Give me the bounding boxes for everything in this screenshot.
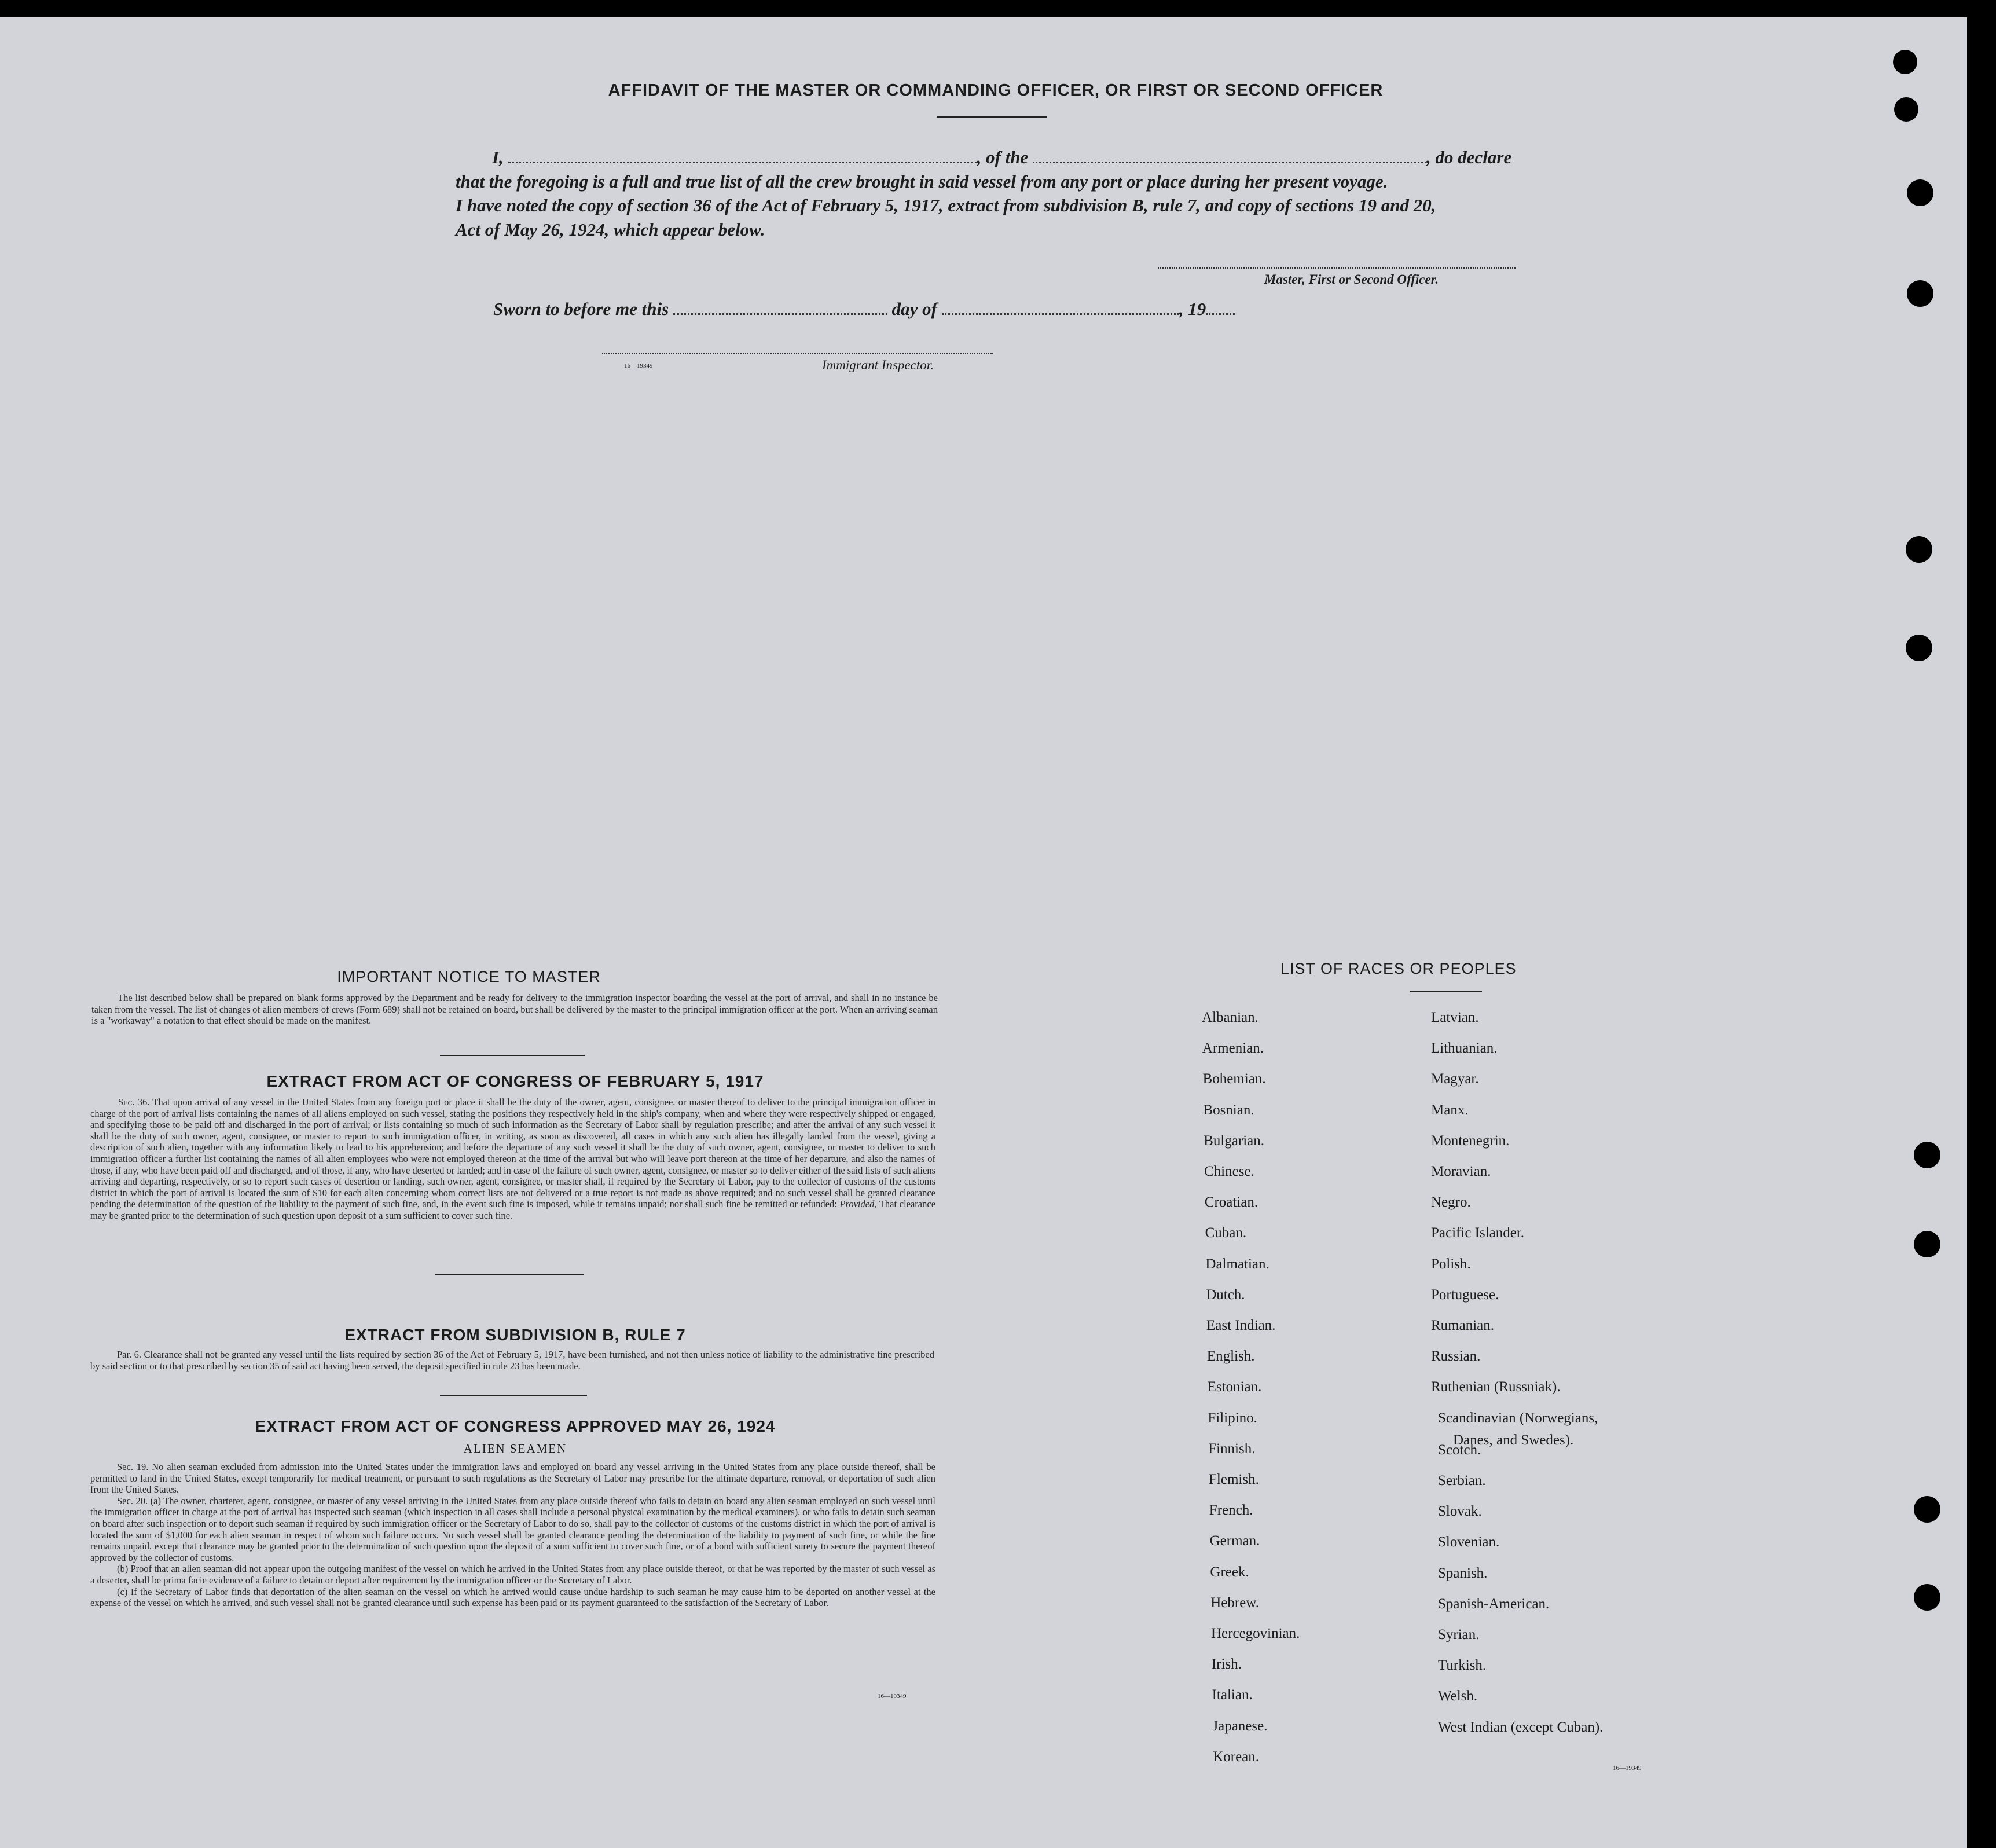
race-item: English. bbox=[1206, 1348, 1255, 1365]
inspector-caption: Immigrant Inspector. bbox=[822, 358, 934, 372]
sworn-year-prefix: , 19 bbox=[1179, 299, 1206, 319]
sec-36-text: That upon arrival of any vessel in the United States from any foreign port or place it shall be the duty of the owner, agent, consignee, or master thereof to deliver to the principal immigration officer in charge of the port of arrival lists containing the names of all aliens employed on such vessel, stating the positions they respectively held in the ship's company, when and where they were respectively shipped or engaged, and specifying those to be paid off and discharged in the port of arrival; or lists containing so much of such information as the Secretary of Labor shall by regulation prescribe; and after the arrival of any such vessel it shall be the duty of such owner, agent, consignee, or master to report to such immigration officer, in writing, as soon as discovered, all cases in which any such alien has illegally landed from the vessel, giving a description of such alien, together with any information likely to lead to his apprehension; and before the departure of any such vessel it shall be the duty of such owner, agent, consignee, or master to deliver to such immigration officer a further list containing the names of all alien employees who were not employed thereon at the time of the arrival but who will leave port thereon at the time of her departure, and also the names of those, if any, who have been paid off and discharged, and of those, if any, who have deserted or landed; and in case of the failure of such owner, agent, consignee, or master so to deliver either of the said lists of such aliens arriving and departing, respectively, or so to report such cases of desertion or landing, such owner, agent, consignee, or master shall, if required by the Secretary of Labor, pay to the collector of customs of the customs district in which the port of arrival is located the sum of $10 for each alien concerning whom correct lists are not delivered or a true report is not made as above required; and no such vessel shall be granted clearance pending the determination of the question of the liability to the payment of such fine, and, in the event such fine is imposed, while it remains unpaid; nor shall such fine be remitted or refunded: bbox=[90, 1097, 935, 1210]
race-item: Welsh. bbox=[1438, 1688, 1478, 1704]
inspector-signature-line[interactable] bbox=[602, 353, 993, 354]
extract-1924-title: EXTRACT FROM ACT OF CONGRESS APPROVED MAY 26, 1924 bbox=[255, 1417, 776, 1435]
race-item: Rumanian. bbox=[1431, 1318, 1495, 1333]
punch-hole bbox=[1914, 1142, 1940, 1168]
sworn-year-blank[interactable] bbox=[1206, 300, 1235, 315]
section-divider bbox=[435, 1274, 584, 1275]
title-underline bbox=[937, 116, 1047, 118]
punch-hole bbox=[1894, 97, 1918, 122]
race-item: Estonian. bbox=[1207, 1379, 1262, 1395]
race-item: Polish. bbox=[1431, 1256, 1471, 1272]
race-item: Slovak. bbox=[1438, 1504, 1482, 1520]
sec-20b: (b) Proof that an alien seaman did not appear upon the outgoing manifest of the vessel on which he arrived in the United States from any place outside thereof, or that he was reported by the master of such vessel as a deserter, shall be prima facie evidence of a failure to detain or deport after requirement by the immigration officer or the Secretary of Labor. bbox=[90, 1563, 935, 1586]
sworn-day-of: day of bbox=[891, 299, 937, 319]
race-item: Cuban. bbox=[1205, 1225, 1247, 1241]
extract-form-number: 16—19349 bbox=[878, 1693, 907, 1700]
race-item: West Indian (except Cuban). bbox=[1438, 1719, 1604, 1735]
affidavit-title: AFFIDAVIT OF THE MASTER OR COMMANDING OFFICER, OR FIRST OR SECOND OFFICER bbox=[608, 81, 1384, 100]
race-item: Greek. bbox=[1210, 1564, 1249, 1580]
notice-body: The list described below shall be prepared on blank forms approved by the Department and be ready for delivery to the immigration inspector boarding the vessel at the port of arrival, and shall in no instance be taken from the vessel. The list of changes of alien members of crews (Form 689) shall not be retained on board, but shall be delivered by the master to the principal immigration officer at the port. When an arriving seaman is a "workaway" a notation to that effect should be made on the manifest. bbox=[91, 992, 938, 1026]
race-item: Manx. bbox=[1431, 1102, 1469, 1118]
sec-36-lead: Sec. 36. bbox=[118, 1097, 150, 1108]
race-item: Croatian. bbox=[1204, 1194, 1258, 1211]
affidavit-line-4: Act of May 26, 1924, which appear below. bbox=[456, 219, 765, 240]
sec-20c: (c) If the Secretary of Labor finds that deportation of the alien seaman on the vessel on which he arrived would cause undue hardship to such seaman he may cause him to be deported on another vessel at the expense of the vessel on which he arrived, and such vessel shall not be granted clearance until such expense has been paid or its payment guaranteed to the satisfaction of the Secretary of Labor. bbox=[90, 1586, 935, 1609]
race-item: Japanese. bbox=[1212, 1718, 1268, 1734]
extract-rule7-body: Par. 6. Clearance shall not be granted any vessel until the lists required by section 36 of the Act of February 5, 1917, have been furnished, and not then unless notice of liability to the administrative fine prescribed by said section or to that prescribed by section 35 of said act having been served, the deposit specified in rule 23 has been made. bbox=[90, 1349, 934, 1372]
affidavit-of-the: , of the bbox=[977, 147, 1029, 167]
race-item: Dutch. bbox=[1206, 1286, 1245, 1303]
section-divider bbox=[440, 1395, 587, 1396]
punch-hole bbox=[1906, 536, 1932, 563]
race-item: Hercegovinian. bbox=[1211, 1626, 1300, 1641]
race-item: Korean. bbox=[1213, 1748, 1260, 1765]
race-item: Hebrew. bbox=[1210, 1594, 1259, 1611]
race-item: Negro. bbox=[1431, 1194, 1471, 1211]
punch-hole bbox=[1906, 635, 1932, 661]
extract-1924-body bbox=[90, 1461, 935, 1609]
punch-hole bbox=[1914, 1584, 1940, 1611]
race-item: Ruthenian (Russniak). bbox=[1431, 1379, 1561, 1395]
race-item: Bohemian. bbox=[1202, 1071, 1266, 1087]
extract-rule7-title: EXTRACT FROM SUBDIVISION B, RULE 7 bbox=[344, 1326, 686, 1344]
sworn-prefix: Sworn to before me this bbox=[493, 299, 669, 319]
race-item: Albanian. bbox=[1202, 1010, 1258, 1025]
race-item: Scandinavian (Norwegians, bbox=[1438, 1410, 1598, 1426]
race-item: East Indian. bbox=[1206, 1318, 1276, 1333]
sworn-line bbox=[493, 299, 1235, 320]
punch-hole bbox=[1907, 179, 1933, 206]
race-item: Russian. bbox=[1431, 1348, 1481, 1365]
section-divider bbox=[440, 1055, 585, 1056]
race-item: Lithuanian. bbox=[1431, 1040, 1498, 1057]
affidavit-line-1 bbox=[492, 147, 1511, 168]
race-item: German. bbox=[1209, 1533, 1260, 1549]
affidavit-i: I, bbox=[492, 147, 504, 167]
race-item: Spanish-American. bbox=[1438, 1596, 1550, 1612]
punch-hole bbox=[1914, 1231, 1940, 1257]
punch-hole bbox=[1907, 280, 1933, 307]
race-item: Moravian. bbox=[1431, 1164, 1491, 1179]
officer-signature-caption: Master, First or Second Officer. bbox=[1264, 272, 1439, 287]
scan-border-top bbox=[0, 0, 1996, 17]
extract-1917-body bbox=[90, 1097, 935, 1222]
sec-20a: Sec. 20. (a) The owner, charterer, agent, consignee, or master of any vessel arriving in the United States from any place outside thereof who fails to detain on board any alien seaman employed on such vessel until the immigration officer in charge at the port of arrival has inspected such seaman (which inspection in all cases shall include a personal physical examination by the medical examiners), or who fails to detain such seaman on board after such inspection or to deport such seaman if required by such immigration officer or the Secretary of Labor to do so, shall pay to the collector of customs of the customs district in which the port of arrival is located the sum of $1,000 for each alien seaman in respect of whom such failure occurs. No such vessel shall be granted clearance pending the determination of the liability to payment of such fine, or while the fine remains unpaid, except that clearance may be granted prior to the determination of such question upon the deposit of a sum sufficient to cover such fine, or of a bond with sufficient surety to secure the payment thereof approved by the collector of customs. bbox=[90, 1495, 935, 1563]
affidavit-line-2: that the foregoing is a full and true list of all the crew brought in said vessel from any port or place during her present voyage. bbox=[456, 171, 1388, 192]
race-item: French. bbox=[1209, 1502, 1253, 1519]
race-scandinavian-cont: Danes, and Swedes). bbox=[1453, 1432, 1574, 1448]
race-item: Pacific Islander. bbox=[1431, 1225, 1525, 1241]
sec-19: Sec. 19. No alien seaman excluded from admission into the United States under the immigration laws and employed on board any vessel arriving in the United States from any place outside thereof, shall be permitted to land in the United States, except temporarily for medical treatment, or pursuant to such regulations as the Secretary of Labor may prescribe for the ultimate departure, removal, or deportation of such alien from the United States. bbox=[90, 1461, 935, 1495]
race-item: Serbian. bbox=[1438, 1473, 1486, 1488]
punch-hole bbox=[1893, 50, 1917, 74]
affidavit-declare: , do declare bbox=[1426, 147, 1512, 167]
races-title-underline bbox=[1410, 991, 1482, 992]
extract-1917-title: EXTRACT FROM ACT OF CONGRESS OF FEBRUARY 5, 1917 bbox=[266, 1072, 764, 1090]
race-item: Finnish. bbox=[1208, 1440, 1256, 1457]
race-item: Armenian. bbox=[1202, 1040, 1264, 1057]
race-item: Montenegrin. bbox=[1431, 1132, 1510, 1149]
race-item: Flemish. bbox=[1209, 1472, 1259, 1487]
name-blank[interactable] bbox=[508, 149, 977, 163]
proviso-text: That clearance may be granted prior to the determination of such question upon deposit of a sum sufficient to cover such fine. bbox=[90, 1198, 936, 1221]
vessel-blank[interactable] bbox=[1033, 149, 1426, 163]
proviso-word: Provided, bbox=[839, 1198, 877, 1210]
race-item: Italian. bbox=[1212, 1687, 1253, 1703]
sworn-day-blank[interactable] bbox=[673, 300, 887, 315]
race-item: Filipino. bbox=[1208, 1410, 1257, 1426]
race-item: Magyar. bbox=[1431, 1071, 1479, 1087]
race-item: Latvian. bbox=[1431, 1010, 1479, 1025]
notice-title: IMPORTANT NOTICE TO MASTER bbox=[337, 968, 601, 985]
extract-1924-subtitle: ALIEN SEAMEN bbox=[463, 1442, 567, 1455]
races-form-number: 16—19349 bbox=[1613, 1765, 1642, 1772]
affidavit-line-3: I have noted the copy of section 36 of the Act of February 5, 1917, extract from subdivision B, rule 7, and copy of sections 19 and 20, bbox=[456, 195, 1436, 215]
officer-signature-line[interactable] bbox=[1158, 267, 1516, 269]
affidavit-form-number: 16—19349 bbox=[624, 362, 653, 369]
race-item: Syrian. bbox=[1438, 1627, 1480, 1642]
race-item: Irish. bbox=[1211, 1656, 1242, 1673]
races-title: LIST OF RACES OR PEOPLES bbox=[1280, 960, 1517, 977]
sworn-month-blank[interactable] bbox=[942, 300, 1179, 315]
race-item: Bosnian. bbox=[1203, 1102, 1254, 1118]
race-item: Slovenian. bbox=[1438, 1534, 1500, 1550]
punch-hole bbox=[1914, 1496, 1940, 1523]
race-item: Turkish. bbox=[1438, 1658, 1487, 1674]
race-item: Dalmatian. bbox=[1205, 1256, 1269, 1272]
race-item: Portuguese. bbox=[1431, 1286, 1499, 1303]
race-item: Spanish. bbox=[1438, 1565, 1488, 1581]
race-item: Chinese. bbox=[1204, 1164, 1254, 1179]
race-item: Scotch. bbox=[1438, 1442, 1481, 1458]
race-item: Bulgarian. bbox=[1204, 1132, 1265, 1149]
scan-border-right bbox=[1967, 0, 1996, 1848]
